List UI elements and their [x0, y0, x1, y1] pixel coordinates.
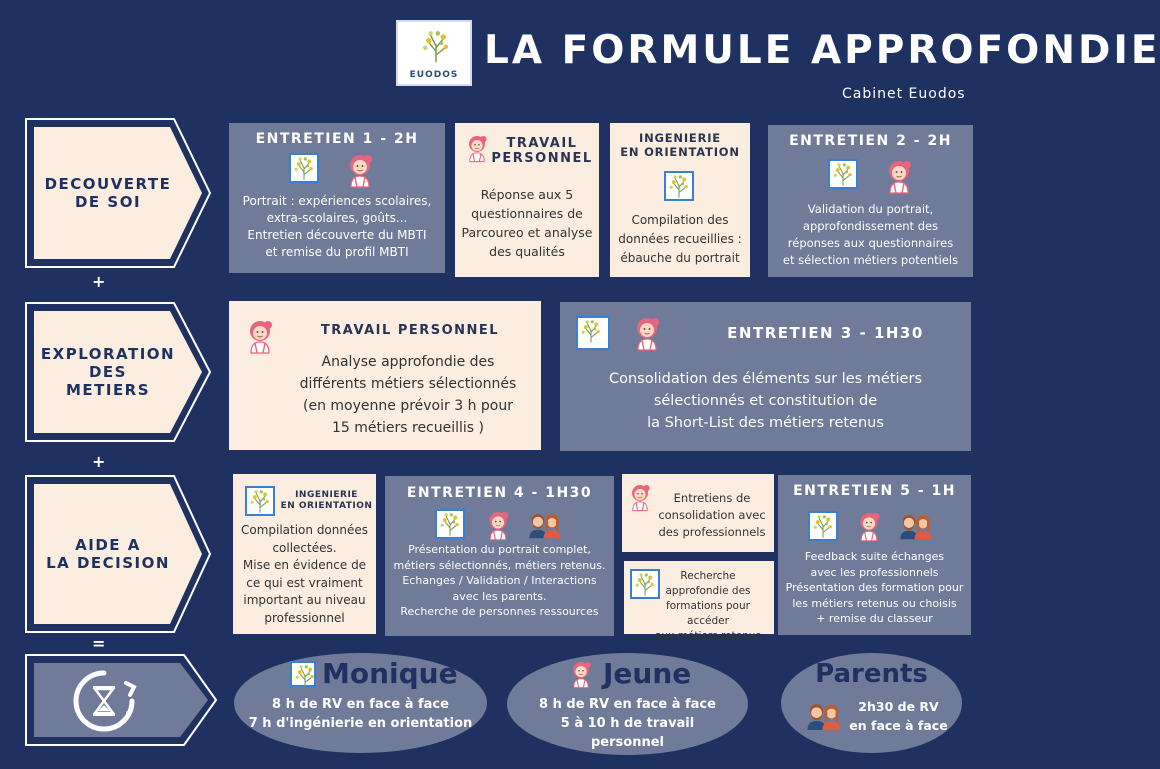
- page-title: LA FORMULE APPROFONDIE: [484, 28, 1160, 73]
- tree-logo-icon: [289, 153, 319, 183]
- box-text: Compilation des données recueillies : ébauche du portrait: [618, 213, 742, 265]
- girl-icon: [345, 153, 375, 187]
- box-text: Entretiens de consolidation avec des professionnels: [658, 491, 766, 539]
- row-label-exploration: [24, 301, 214, 443]
- box-title: INGENIERIE EN ORIENTATION: [620, 131, 740, 159]
- summary-text: 8 h de RV en face à face 5 à 10 h de travail personnel: [539, 697, 716, 750]
- row-label-decouverte: [24, 117, 214, 269]
- row-label-text: DECOUVERTE DE SOI: [44, 175, 172, 211]
- box-text: Validation du portrait, approfondissement des réponses aux questionnaires et sélection métiers potentiels: [782, 202, 959, 267]
- parents-summary: [781, 653, 962, 753]
- tree-logo-icon: [808, 511, 838, 541]
- box-title: ENTRETIEN 3 - 1H30: [727, 324, 924, 342]
- box-title: ENTRETIEN 2 - 2H: [789, 133, 952, 149]
- girl-icon: [569, 659, 593, 689]
- entretien-4-box: [385, 476, 614, 636]
- girl-icon: [465, 133, 489, 163]
- girl-icon: [884, 159, 914, 193]
- box-text: Présentation du portrait complet, métiers sélectionnés, métiers retenus. Echanges / Validation / Interactions avec les parents. Recherche de personnes ressources: [393, 543, 606, 618]
- tree-logo-icon: [418, 28, 454, 64]
- recherche-box: [624, 561, 774, 642]
- consolidation-box: [622, 474, 774, 552]
- box-title: ENTRETIEN 4 - 1H30: [406, 485, 593, 501]
- entretien-3-box: [560, 302, 971, 451]
- girl-icon: [628, 482, 652, 512]
- summary-text: 8 h de RV en face à face 7 h d'ingénierie en orientation: [248, 697, 473, 731]
- tree-logo-icon: [435, 509, 465, 539]
- box-text: Consolidation des éléments sur les métiers sélectionnés et constitution de la Short-List des métiers retenus: [608, 371, 922, 431]
- box-title: TRAVAIL PERSONNEL: [491, 136, 593, 166]
- box-title: INGENIERIE EN ORIENTATION: [280, 490, 373, 511]
- plus-connector: +: [92, 452, 106, 471]
- summary-chevron: [24, 653, 220, 747]
- euodos-logo: [396, 20, 472, 86]
- jeune-summary: [507, 653, 748, 755]
- girl-icon: [856, 510, 882, 542]
- tree-logo-icon: [245, 486, 275, 516]
- box-title: ENTRETIEN 5 - 1H: [793, 483, 956, 499]
- parents-icon: [898, 510, 934, 542]
- logo-text: EUODOS: [409, 70, 459, 80]
- box-title: TRAVAIL PERSONNEL: [320, 323, 500, 338]
- box-text: Recherche approfondie des formations pour accéder aux métiers retenus: [655, 570, 761, 642]
- tree-logo-icon: [828, 159, 858, 189]
- page-subtitle: Cabinet Euodos: [842, 86, 966, 102]
- girl-icon: [632, 314, 662, 352]
- box-text: Feedback suite échanges avec les professionnels Présentation des formation pour les métiers retenus ou choisis + remise du classeur: [785, 550, 964, 625]
- ingenierie-box: [610, 123, 750, 277]
- row-label-aide: [24, 474, 214, 634]
- travail-personnel-box-2: [229, 301, 541, 450]
- parents-icon: [805, 701, 843, 731]
- girl-icon: [485, 509, 511, 541]
- girl-icon: [245, 317, 275, 355]
- tree-logo-icon: [664, 171, 694, 201]
- box-text: Portrait : expériences scolaires, extra-scolaires, goûts... Entretien découverte du MBTI et remise du profil MBTI: [242, 194, 432, 259]
- summary-name: Parents: [815, 659, 928, 689]
- parents-icon: [527, 509, 563, 541]
- entretien-1-box: [229, 123, 445, 273]
- entretien-5-box: [778, 475, 971, 635]
- box-title: ENTRETIEN 1 - 2H: [255, 131, 419, 147]
- row-label-text: EXPLORATION DES METIERS: [40, 345, 176, 399]
- tree-logo-icon: [576, 316, 610, 350]
- equals-connector: =: [92, 634, 106, 653]
- travail-personnel-box: [455, 123, 599, 277]
- row-label-text: AIDE A LA DECISION: [46, 536, 170, 572]
- summary-text: 2h30 de RV en face à face: [849, 699, 948, 733]
- entretien-2-box: [768, 125, 973, 277]
- box-text: Compilation données collectées. Mise en évidence de ce qui est vraiment important au niveau professionnel: [240, 523, 369, 625]
- summary-name: Monique: [322, 657, 458, 690]
- summary-name: Jeune: [603, 657, 692, 690]
- ingenierie-box-2: [233, 474, 376, 634]
- monique-summary: [234, 653, 487, 753]
- tree-logo-icon: [290, 661, 316, 687]
- plus-connector: +: [92, 272, 106, 291]
- box-text: Réponse aux 5 questionnaires de Parcoureo et analyse des qualités: [461, 187, 593, 259]
- hourglass-icon: [72, 669, 136, 733]
- box-text: Analyse approfondie des différents métiers sélectionnés (en moyenne prévoir 3 h pour 15 métiers recueillis ): [299, 354, 517, 436]
